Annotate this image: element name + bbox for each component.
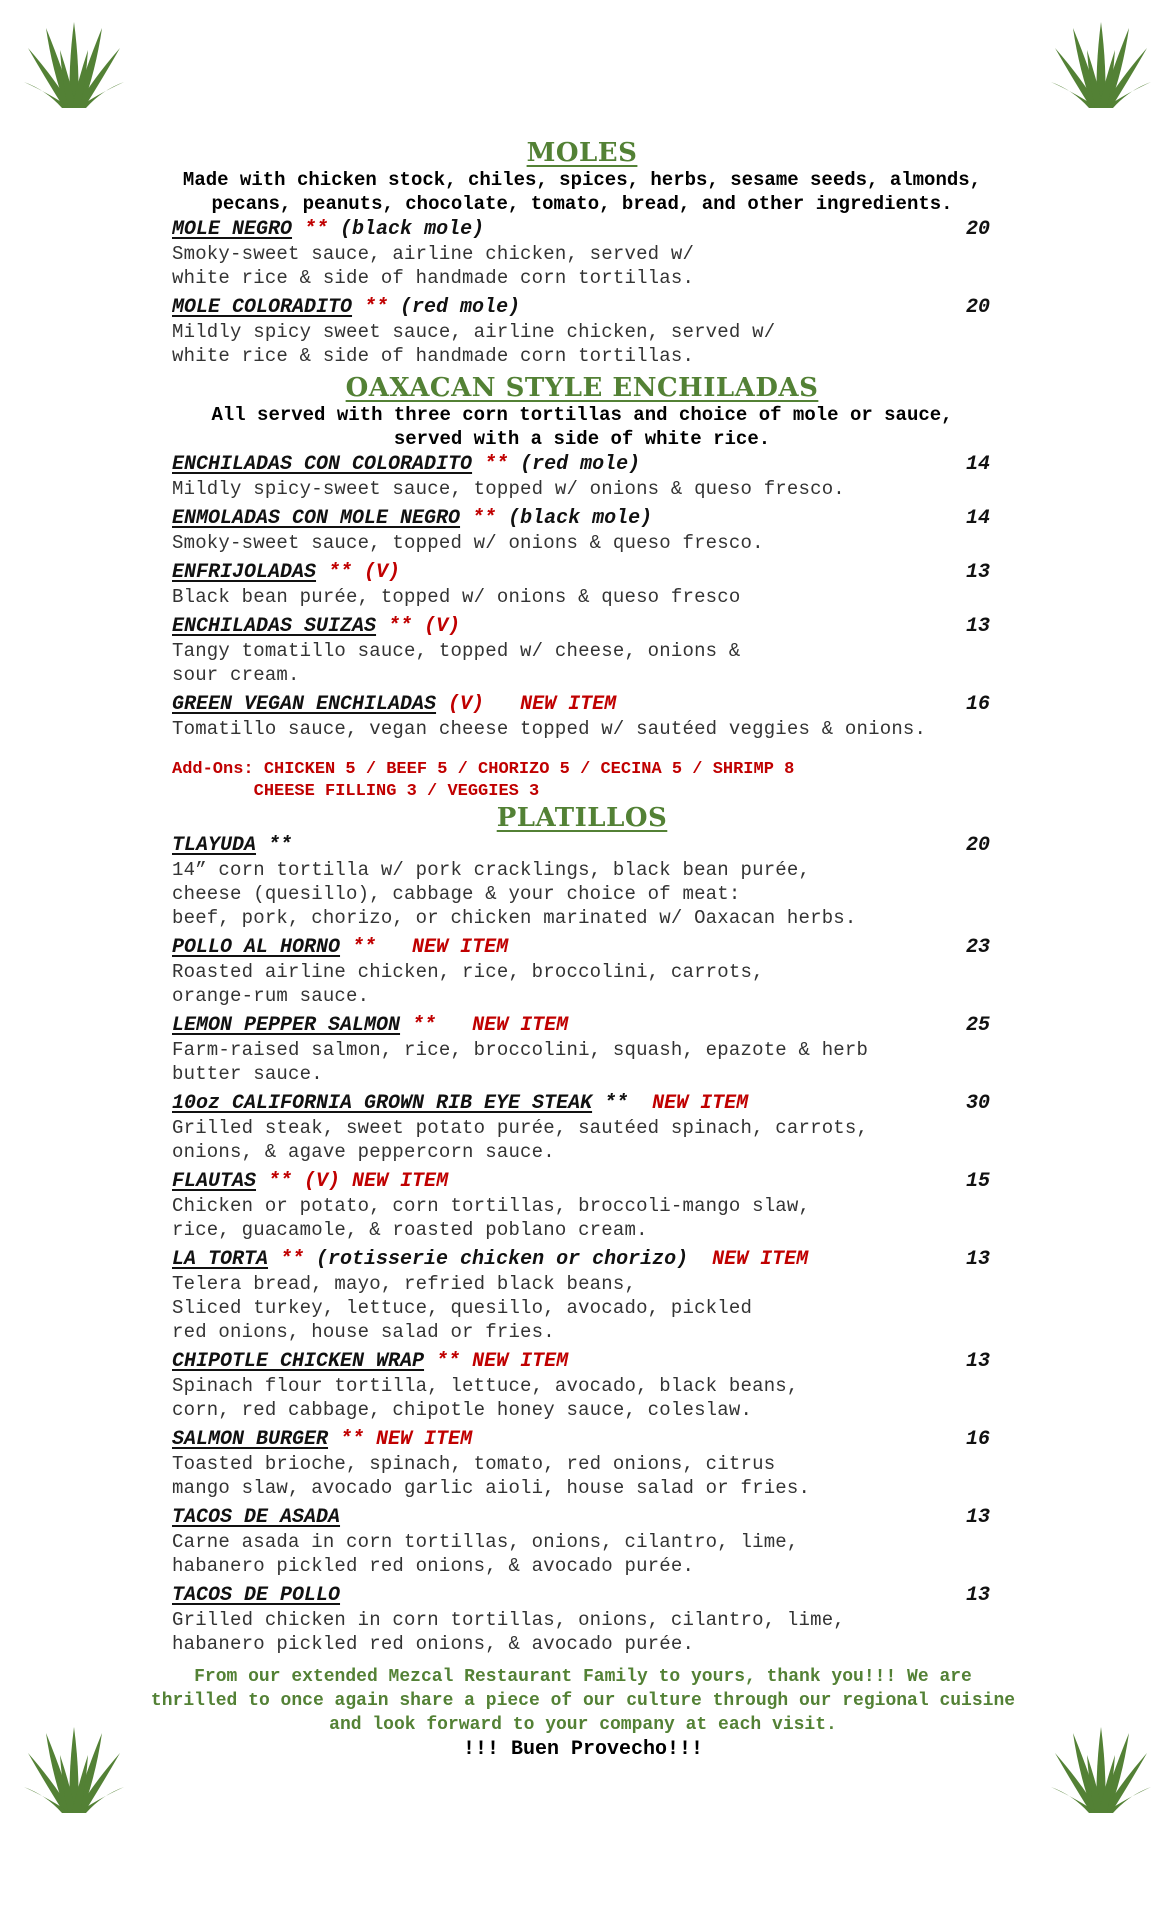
item-price: 20 bbox=[965, 296, 990, 319]
spicy-marker: ** bbox=[472, 453, 509, 476]
section-description: Made with chicken stock, chiles, spices, herbs, sesame seeds, almonds, pecans, peanuts, chocolate, tomato, bread, and other ingredients. bbox=[182, 169, 982, 215]
item-description: Smoky-sweet sauce, topped w/ onions & queso fresco. bbox=[172, 532, 764, 554]
spicy-marker: ** bbox=[424, 1350, 461, 1373]
add-ons-line: Add-Ons: CHICKEN 5 / BEEF 5 / CHORIZO 5 / CECINA 5 / SHRIMP 8 bbox=[172, 760, 795, 779]
item-description: Smoky-sweet sauce, airline chicken, served w/ white rice & side of handmade corn tortillas. bbox=[172, 243, 695, 289]
section-title: MOLES bbox=[526, 138, 638, 168]
menu-item bbox=[172, 1583, 992, 1656]
item-note: (red mole) bbox=[508, 453, 641, 476]
item-description: Spinach flour tortilla, lettuce, avocado, black beans, corn, red cabbage, chipotle honey sauce, coleslaw. bbox=[172, 1375, 799, 1421]
item-description: Chicken or potato, corn tortillas, broccoli-mango slaw, rice, guacamole, & roasted poblano cream. bbox=[172, 1195, 811, 1241]
spicy-marker: ** bbox=[400, 1014, 437, 1037]
vegetarian-tag: (V) bbox=[436, 693, 485, 716]
item-name: LA TORTA bbox=[172, 1248, 269, 1271]
spicy-marker: ** bbox=[268, 1248, 305, 1271]
item-price: 16 bbox=[965, 1428, 990, 1451]
item-name: GREEN VEGAN ENCHILADAS bbox=[172, 693, 437, 716]
new-item-badge: NEW ITEM bbox=[436, 1014, 569, 1037]
new-item-badge: NEW ITEM bbox=[460, 1350, 569, 1373]
menu-item bbox=[172, 1505, 992, 1578]
item-price: 20 bbox=[965, 834, 990, 857]
menu-item bbox=[172, 1013, 992, 1086]
spicy-marker: ** bbox=[292, 218, 329, 241]
menu-item bbox=[172, 452, 992, 501]
add-ons bbox=[172, 759, 992, 803]
menu-item bbox=[172, 217, 992, 290]
item-price: 13 bbox=[965, 615, 990, 638]
spicy-marker: ** bbox=[376, 615, 413, 638]
item-description: Grilled steak, sweet potato purée, sautéed spinach, carrots, onions, & agave peppercorn sauce. bbox=[172, 1117, 869, 1163]
new-item-badge: NEW ITEM bbox=[484, 693, 617, 716]
section-platillos bbox=[172, 803, 992, 1656]
menu-item bbox=[172, 560, 992, 609]
vegetarian-tag: (V) bbox=[352, 561, 401, 584]
item-description: Mildly spicy-sweet sauce, topped w/ onions & queso fresco. bbox=[172, 478, 845, 500]
spicy-marker: ** bbox=[256, 834, 293, 857]
section-title: PLATILLOS bbox=[496, 803, 668, 833]
section-enchiladas bbox=[172, 373, 992, 803]
item-description: Farm-raised salmon, rice, broccolini, squash, epazote & herb butter sauce. bbox=[172, 1039, 869, 1085]
menu-item bbox=[172, 506, 992, 555]
agave-plant-icon bbox=[1049, 1725, 1153, 1815]
menu-item bbox=[172, 1247, 992, 1344]
footer bbox=[150, 1665, 1016, 1763]
item-description: Grilled chicken in corn tortillas, onions, cilantro, lime, habanero pickled red onions, & avocado purée. bbox=[172, 1609, 845, 1655]
spicy-marker: ** bbox=[340, 936, 377, 959]
vegetarian-tag: (V) bbox=[292, 1170, 341, 1193]
item-name: SALMON BURGER bbox=[172, 1428, 329, 1451]
item-name: ENCHILADAS CON COLORADITO bbox=[172, 453, 473, 476]
item-description: 14” corn tortilla w/ pork cracklings, black bean purée, cheese (quesillo), cabbage & your choice of meat: beef, pork, chorizo, or chicken marinated w/ Oaxacan herbs. bbox=[172, 859, 857, 929]
vegetarian-tag: (V) bbox=[412, 615, 461, 638]
agave-plant-icon bbox=[22, 20, 126, 110]
item-name: TLAYUDA bbox=[172, 834, 257, 857]
item-name: CHIPOTLE CHICKEN WRAP bbox=[172, 1350, 425, 1373]
item-price: 16 bbox=[965, 693, 990, 716]
item-price: 13 bbox=[965, 1248, 990, 1271]
item-note: (black mole) bbox=[328, 218, 485, 241]
item-name: LEMON PEPPER SALMON bbox=[172, 1014, 401, 1037]
spicy-marker: ** bbox=[328, 1428, 365, 1451]
item-description: Telera bread, mayo, refried black beans, Sliced turkey, lettuce, quesillo, avocado, pickled red onions, house salad or fries. bbox=[172, 1273, 753, 1343]
menu-item bbox=[172, 295, 992, 368]
item-price: 14 bbox=[965, 453, 990, 476]
item-description: Mildly spicy sweet sauce, airline chicken, served w/ white rice & side of handmade corn tortillas. bbox=[172, 321, 776, 367]
item-description: Roasted airline chicken, rice, broccolini, carrots, orange-rum sauce. bbox=[172, 961, 764, 1007]
new-item-badge: NEW ITEM bbox=[364, 1428, 473, 1451]
item-description: Tangy tomatillo sauce, topped w/ cheese, onions & sour cream. bbox=[172, 640, 741, 686]
spicy-marker: ** bbox=[352, 296, 389, 319]
item-price: 25 bbox=[965, 1014, 990, 1037]
spicy-marker: ** bbox=[460, 507, 497, 530]
item-note: (black mole) bbox=[496, 507, 653, 530]
item-name: ENMOLADAS CON MOLE NEGRO bbox=[172, 507, 461, 530]
section-moles bbox=[172, 138, 992, 368]
spicy-marker: ** bbox=[592, 1092, 629, 1115]
item-note: (rotisserie chicken or chorizo) bbox=[304, 1248, 689, 1271]
item-price: 20 bbox=[965, 218, 990, 241]
agave-plant-icon bbox=[22, 1725, 126, 1815]
item-note: (red mole) bbox=[388, 296, 521, 319]
menu-item bbox=[172, 692, 992, 741]
menu-item bbox=[172, 1427, 992, 1500]
menu-item bbox=[172, 935, 992, 1008]
spicy-marker: ** bbox=[256, 1170, 293, 1193]
item-price: 13 bbox=[965, 1506, 990, 1529]
new-item-badge: NEW ITEM bbox=[376, 936, 509, 959]
item-name: ENCHILADAS SUIZAS bbox=[172, 615, 377, 638]
item-name: TACOS DE POLLO bbox=[172, 1584, 341, 1607]
section-title: OAXACAN STYLE ENCHILADAS bbox=[345, 373, 819, 403]
menu-item bbox=[172, 833, 992, 930]
item-name: ENFRIJOLADAS bbox=[172, 561, 317, 584]
item-price: 13 bbox=[965, 1584, 990, 1607]
menu-item bbox=[172, 1349, 992, 1422]
item-price: 13 bbox=[965, 1350, 990, 1373]
item-name: POLLO AL HORNO bbox=[172, 936, 341, 959]
agave-plant-icon bbox=[1049, 20, 1153, 110]
item-name: FLAUTAS bbox=[172, 1170, 257, 1193]
item-description: Black bean purée, topped w/ onions & queso fresco bbox=[172, 586, 741, 608]
item-description: Tomatillo sauce, vegan cheese topped w/ sautéed veggies & onions. bbox=[172, 718, 927, 740]
menu-item bbox=[172, 1169, 992, 1242]
item-price: 15 bbox=[965, 1170, 990, 1193]
item-name: MOLE NEGRO bbox=[172, 218, 293, 241]
menu-body bbox=[172, 138, 992, 1661]
new-item-badge: NEW ITEM bbox=[688, 1248, 809, 1271]
menu-item bbox=[172, 614, 992, 687]
item-price: 13 bbox=[965, 561, 990, 584]
new-item-badge: NEW ITEM bbox=[340, 1170, 449, 1193]
spicy-marker: ** bbox=[316, 561, 353, 584]
item-name: MOLE COLORADITO bbox=[172, 296, 353, 319]
item-price: 14 bbox=[965, 507, 990, 530]
item-price: 30 bbox=[965, 1092, 990, 1115]
item-name: 10oz CALIFORNIA GROWN RIB EYE STEAK bbox=[172, 1092, 593, 1115]
item-description: Toasted brioche, spinach, tomato, red onions, citrus mango slaw, avocado garlic aioli, house salad or fries. bbox=[172, 1453, 811, 1499]
footer-closing: !!! Buen Provecho!!! bbox=[462, 1738, 704, 1761]
add-ons-line: CHEESE FILLING 3 / VEGGIES 3 bbox=[172, 782, 540, 801]
item-name: TACOS DE ASADA bbox=[172, 1506, 341, 1529]
menu-item bbox=[172, 1091, 992, 1164]
item-description: Carne asada in corn tortillas, onions, cilantro, lime, habanero pickled red onions, & avocado purée. bbox=[172, 1531, 799, 1577]
item-price: 23 bbox=[965, 936, 990, 959]
footer-thank-you: From our extended Mezcal Restaurant Family to yours, thank you!!! We are thrilled to once again share a piece of our culture through our regional cuisine and look forward to your company at each visit. bbox=[150, 1667, 1016, 1735]
new-item-badge: NEW ITEM bbox=[628, 1092, 749, 1115]
section-description: All served with three corn tortillas and choice of mole or sauce, served with a side of white rice. bbox=[211, 404, 953, 450]
